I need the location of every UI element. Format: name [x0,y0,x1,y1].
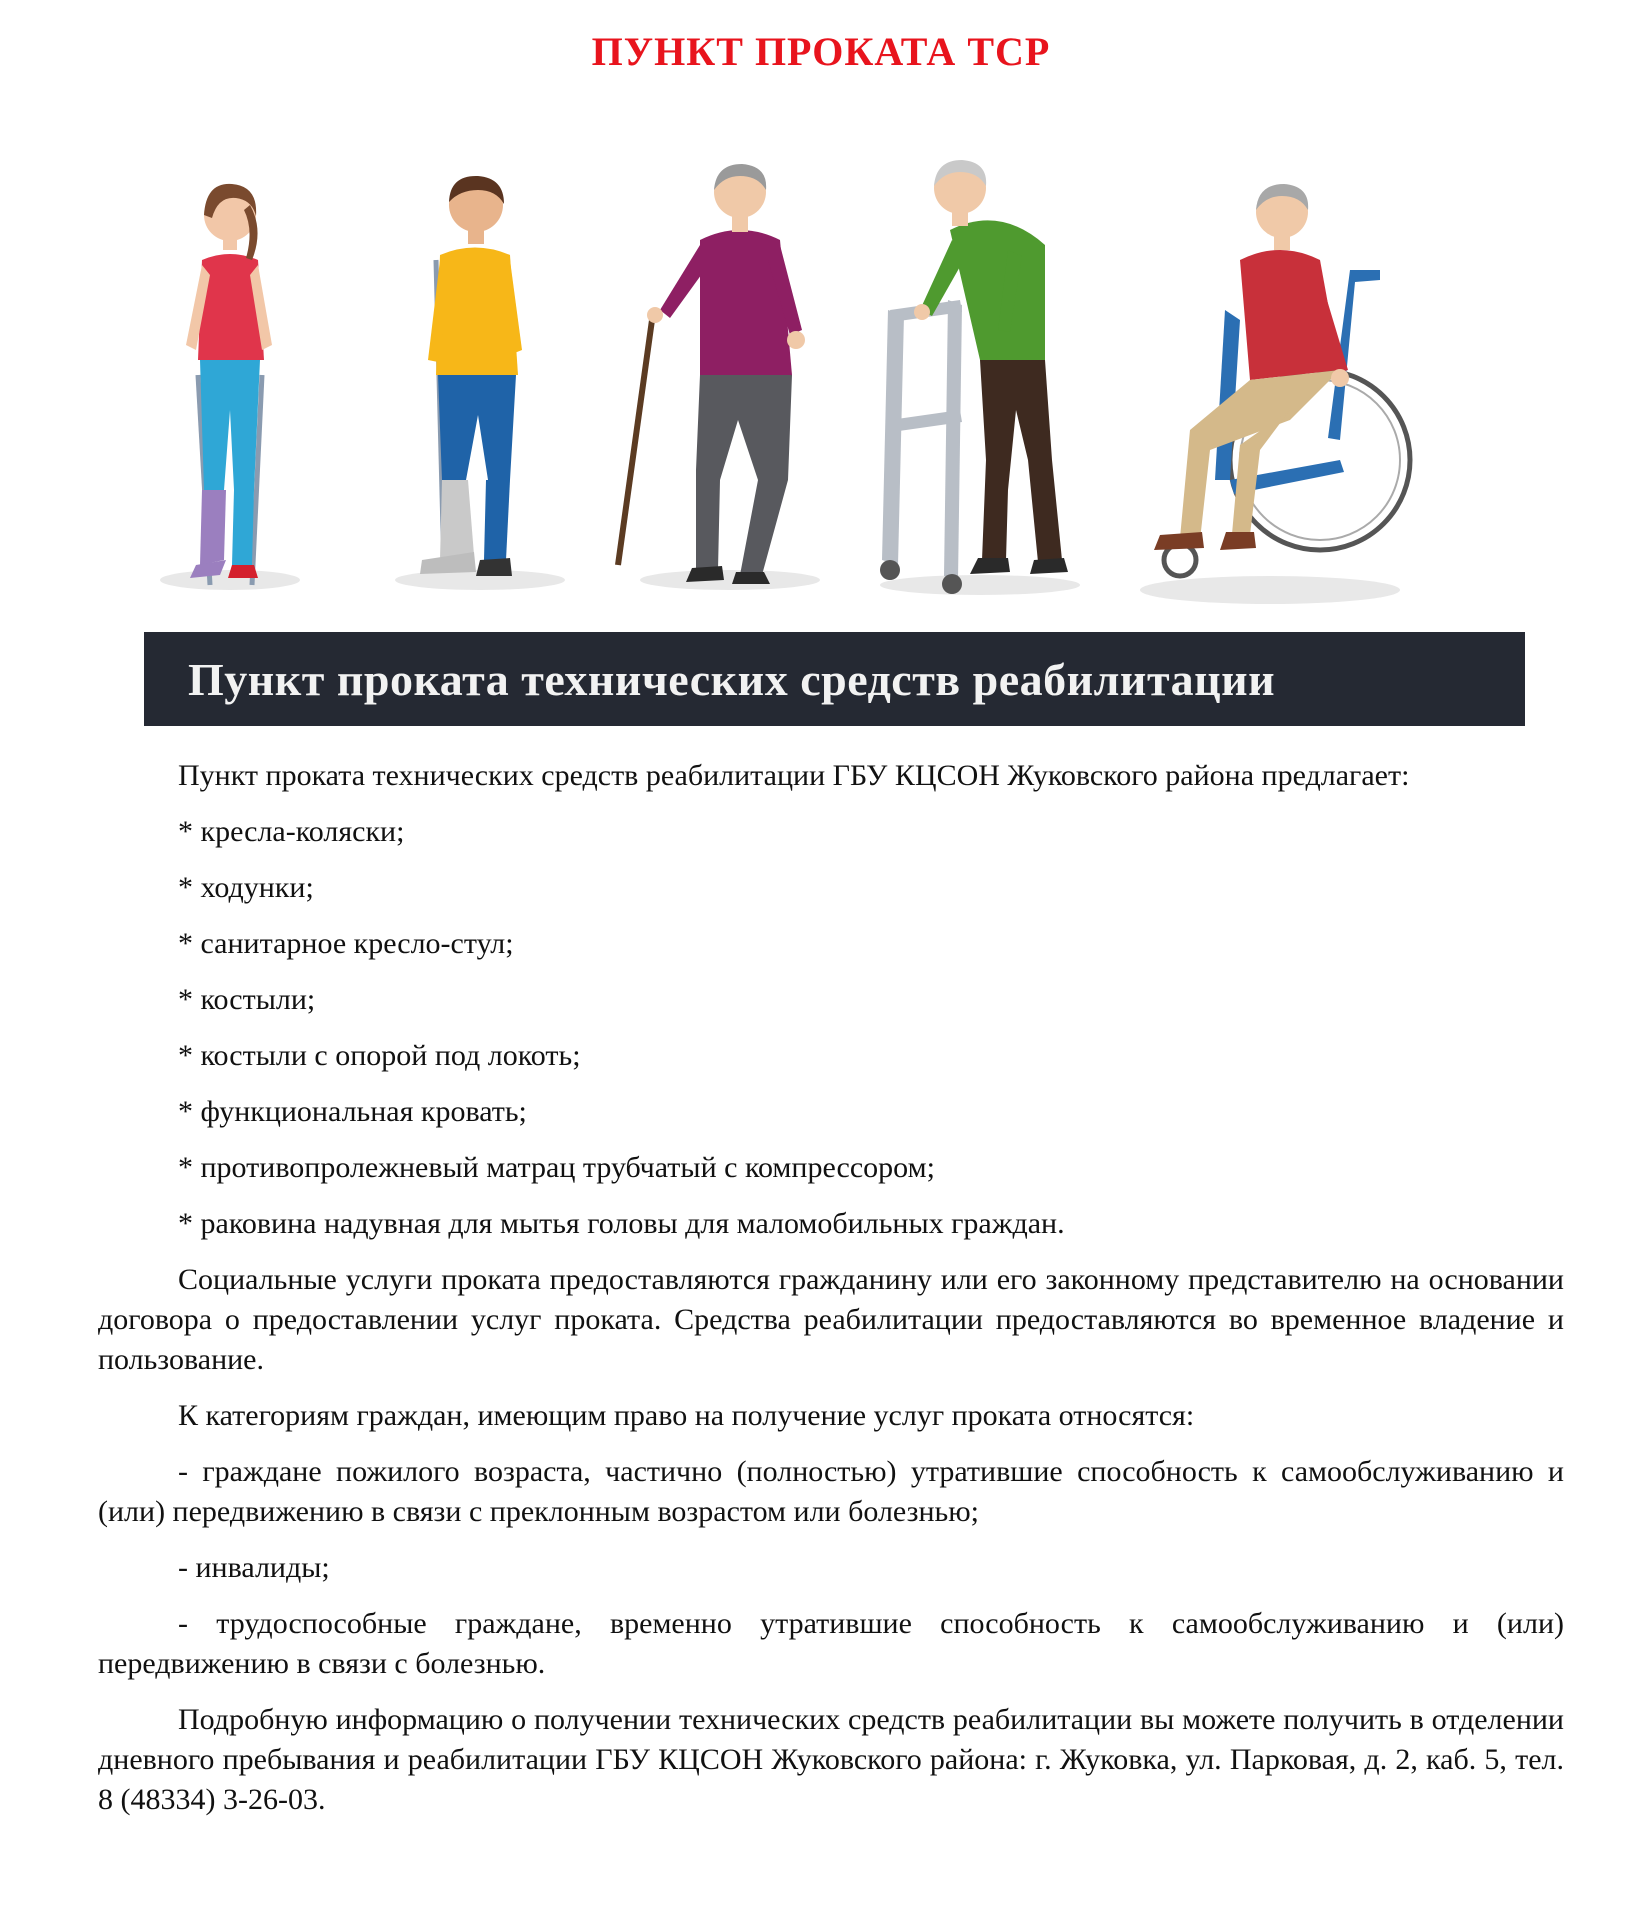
elderly-man-with-walker-icon [880,160,1080,595]
man-with-cane-icon [618,164,820,590]
category-item: - инвалиды; [178,1551,330,1584]
woman-with-crutches-icon [160,184,300,590]
list-item: * ходунки; [178,871,314,904]
intro-paragraph: Пункт проката технических средств реабилитации ГБУ КЦСОН Жуковского района предлагает: [178,759,1410,792]
illustration [140,160,1530,630]
list-item: * костыли с опорой под локоть; [178,1039,581,1072]
man-with-crutches-icon [395,176,565,590]
man-in-wheelchair-icon [1140,184,1410,604]
list-item: * функциональная кровать; [178,1095,527,1128]
list-item: * санитарное кресло-стул; [178,927,514,960]
categories-intro: К категориям граждан, имеющим право на получение услуг проката относятся: [178,1399,1195,1432]
content [98,756,1564,1836]
category-item: - граждане пожилого возраста, частично (полностью) утратившие способность к самообслуживанию и (или) передвижению в связи с преклонным возрастом или болезнью; [98,1455,1564,1528]
category-item: - трудоспособные граждане, временно утратившие способность к самообслуживанию и (или) передвижению в связи с болезнью. [98,1607,1564,1680]
contact-paragraph: Подробную информацию о получении технических средств реабилитации вы можете получить в отделении дневного пребывания и реабилитации ГБУ КЦСОН Жуковского района: г. Жуковка, ул. Парковая, д. 2, каб. 5, тел. 8 (48334) 3-26-03. [98,1703,1564,1816]
list-item: * противопролежневый матрац трубчатый с компрессором; [178,1151,935,1184]
list-item: * костыли; [178,983,316,1016]
banner-text: Пункт проката технических средств реабилитации [188,653,1276,705]
list-item: * раковина надувная для мытья головы для маломобильных граждан. [178,1207,1065,1240]
banner [144,632,1525,726]
services-paragraph: Социальные услуги проката предоставляются гражданину или его законному представителю на основании договора о предоставлении услуг проката. Средства реабилитации предоставляются во временное владение и пользование. [98,1263,1564,1376]
list-item: * кресла-коляски; [178,815,405,848]
page-title: ПУНКТ ПРОКАТА ТСР [591,29,1051,74]
